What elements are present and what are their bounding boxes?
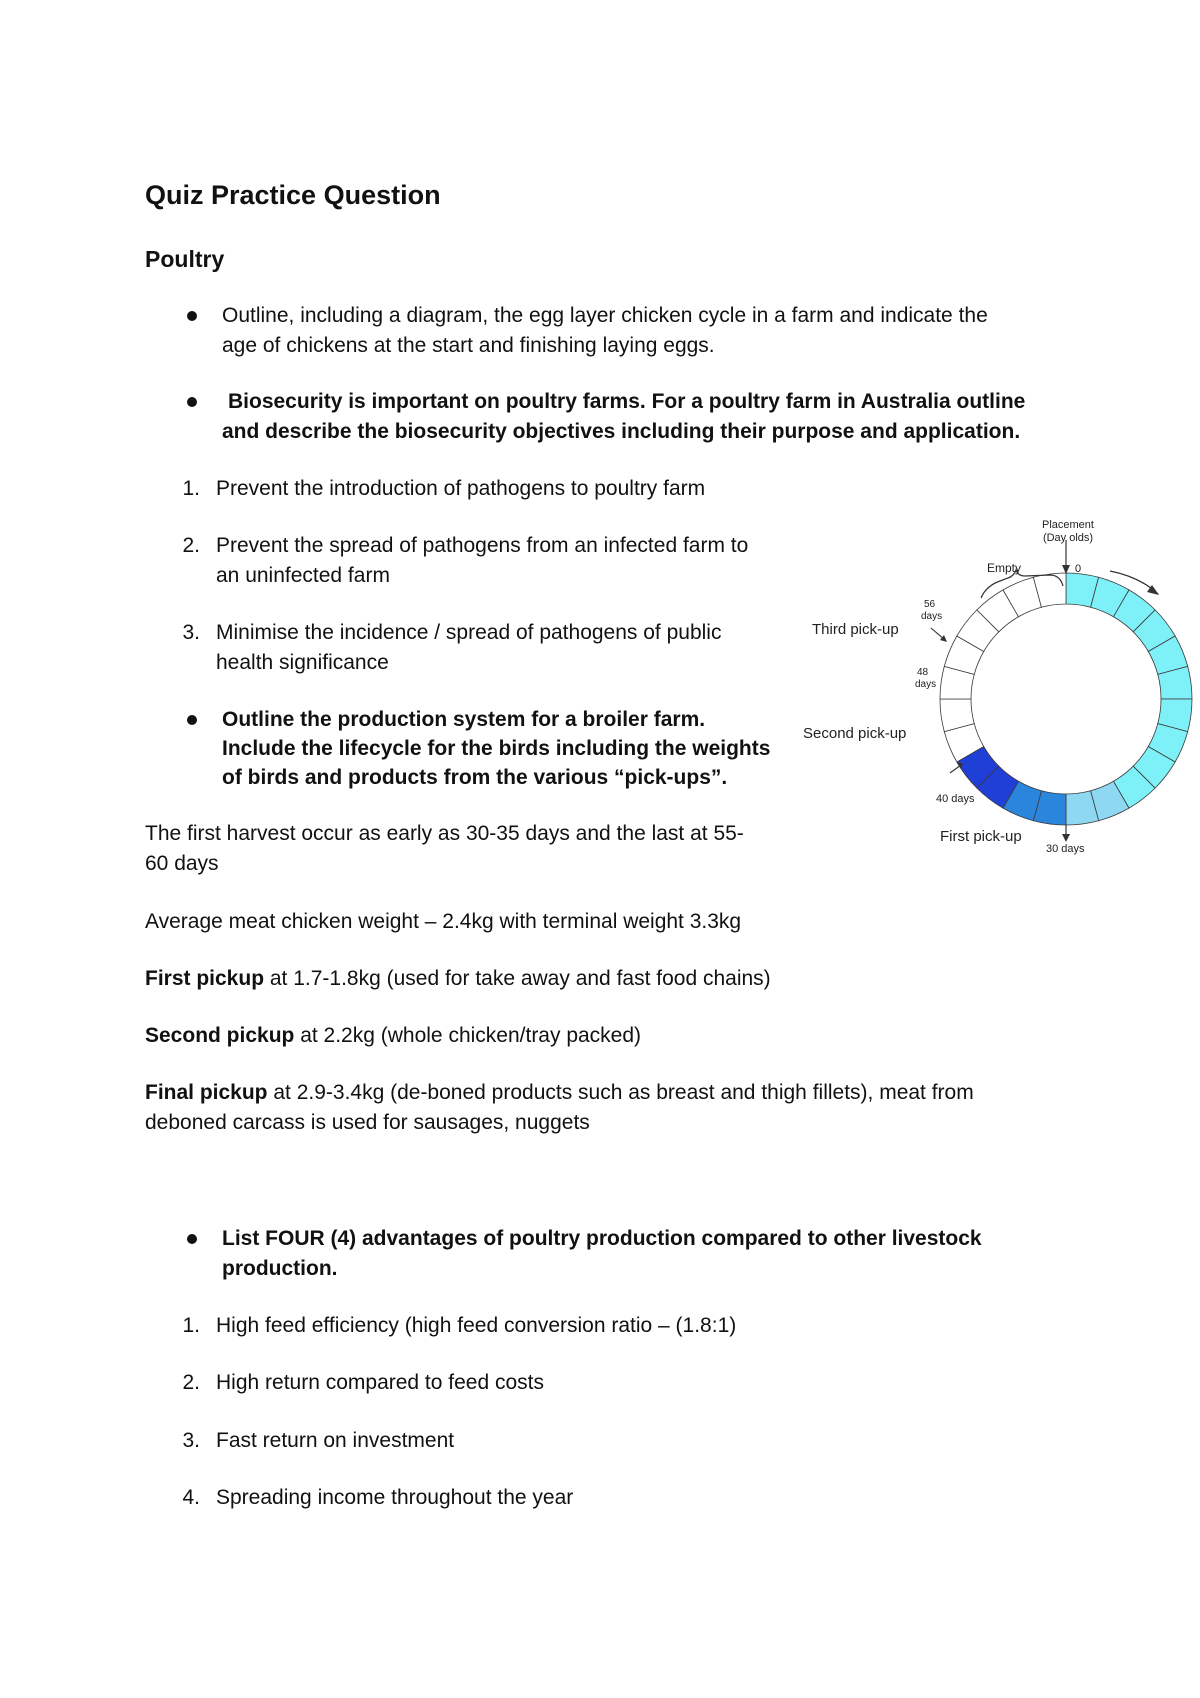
first-pickup-line [145, 964, 771, 994]
second-pickup-label: Second pickup [145, 1024, 295, 1047]
list-number: 3. [182, 1429, 200, 1452]
empty-label: Empty [986, 561, 1022, 575]
objective-3-line1: Minimise the incidence / spread of pathogens of public [216, 621, 722, 644]
final-pickup-label: Final pickup [145, 1081, 268, 1104]
question-broiler-line1: Outline the production system for a broiler farm. [222, 708, 706, 731]
objective-2-line1: Prevent the spread of pathogens from an infected farm to [216, 534, 749, 557]
day-30-label: 30 days [1046, 843, 1085, 855]
objective-1: Prevent the introduction of pathogens to poultry farm [216, 477, 706, 500]
first-pickup-text: at 1.7-1.8kg (used for take away and fast food chains) [264, 967, 771, 990]
day-zero-label: 0 [1075, 563, 1082, 575]
average-weight: Average meat chicken weight – 2.4kg with terminal weight 3.3kg [145, 910, 742, 933]
list-number: 2. [182, 534, 200, 557]
list-number: 4. [182, 1486, 200, 1509]
third-pickup-label: Third pick-up [812, 621, 899, 638]
bullet-dot [187, 1234, 197, 1244]
bullet-dot [187, 715, 197, 725]
broiler-cycle-diagram [800, 505, 1196, 865]
advantage-2: High return compared to feed costs [216, 1371, 545, 1394]
day-40-label: 40 days [936, 793, 975, 805]
advantage-1: High feed efficiency (high feed conversion ratio – (1.8:1) [216, 1314, 737, 1337]
final-pickup-line2: deboned carcass is used for sausages, nuggets [145, 1111, 590, 1134]
final-pickup-text: at 2.9-3.4kg (de-boned products such as breast and thigh fillets), meat from [267, 1081, 974, 1104]
day-48-label: 48 [917, 667, 929, 678]
cycle-ring [940, 573, 1192, 825]
second-pickup-label: Second pick-up [803, 725, 907, 742]
question-egg-layer-line2: age of chickens at the start and finishing laying eggs. [222, 334, 715, 357]
day-48-unit: days [915, 679, 937, 690]
question-egg-layer-line1: Outline, including a diagram, the egg layer chicken cycle in a farm and indicate the [222, 304, 988, 327]
bullet-dot [187, 311, 197, 321]
advantage-3: Fast return on investment [216, 1429, 455, 1452]
harvest-line1: The first harvest occur as early as 30-35 days and the last at 55- [145, 822, 744, 845]
day-56-unit: days [921, 611, 943, 622]
list-number: 1. [182, 477, 200, 500]
question-biosecurity-line2: and describe the biosecurity objectives including their purpose and application. [222, 420, 1021, 443]
question-broiler-line3: of birds and products from the various “pick-ups”. [222, 766, 728, 789]
advantage-4: Spreading income throughout the year [216, 1486, 574, 1509]
list-number: 3. [182, 621, 200, 644]
first-pickup-label: First pick-up [940, 828, 1022, 845]
objective-3-line2: health significance [216, 651, 389, 674]
question-advantages-line2: production. [222, 1257, 338, 1280]
final-pickup-line [145, 1078, 974, 1108]
question-advantages-line1: List FOUR (4) advantages of poultry production compared to other livestock [222, 1227, 982, 1250]
section-heading: Poultry [145, 246, 225, 272]
list-number: 2. [182, 1371, 200, 1394]
second-pickup-line [145, 1021, 641, 1051]
list-number: 1. [182, 1314, 200, 1337]
objective-2-line2: an uninfected farm [216, 564, 390, 587]
arrow-head-icon [1062, 834, 1070, 842]
page-title: Quiz Practice Question [145, 180, 441, 210]
question-biosecurity-line1: Biosecurity is important on poultry farms. For a poultry farm in Australia outline [228, 390, 1026, 413]
question-broiler-line2: Include the lifecycle for the birds including the weights [222, 737, 771, 760]
bullet-dot [187, 397, 197, 407]
second-pickup-text: at 2.2kg (whole chicken/tray packed) [294, 1024, 642, 1047]
first-pickup-label: First pickup [145, 967, 265, 990]
day-56-label: 56 [924, 599, 936, 610]
placement-sublabel: (Day olds) [1042, 532, 1094, 544]
harvest-line2: 60 days [145, 852, 219, 875]
placement-label: Placement [1042, 519, 1094, 531]
